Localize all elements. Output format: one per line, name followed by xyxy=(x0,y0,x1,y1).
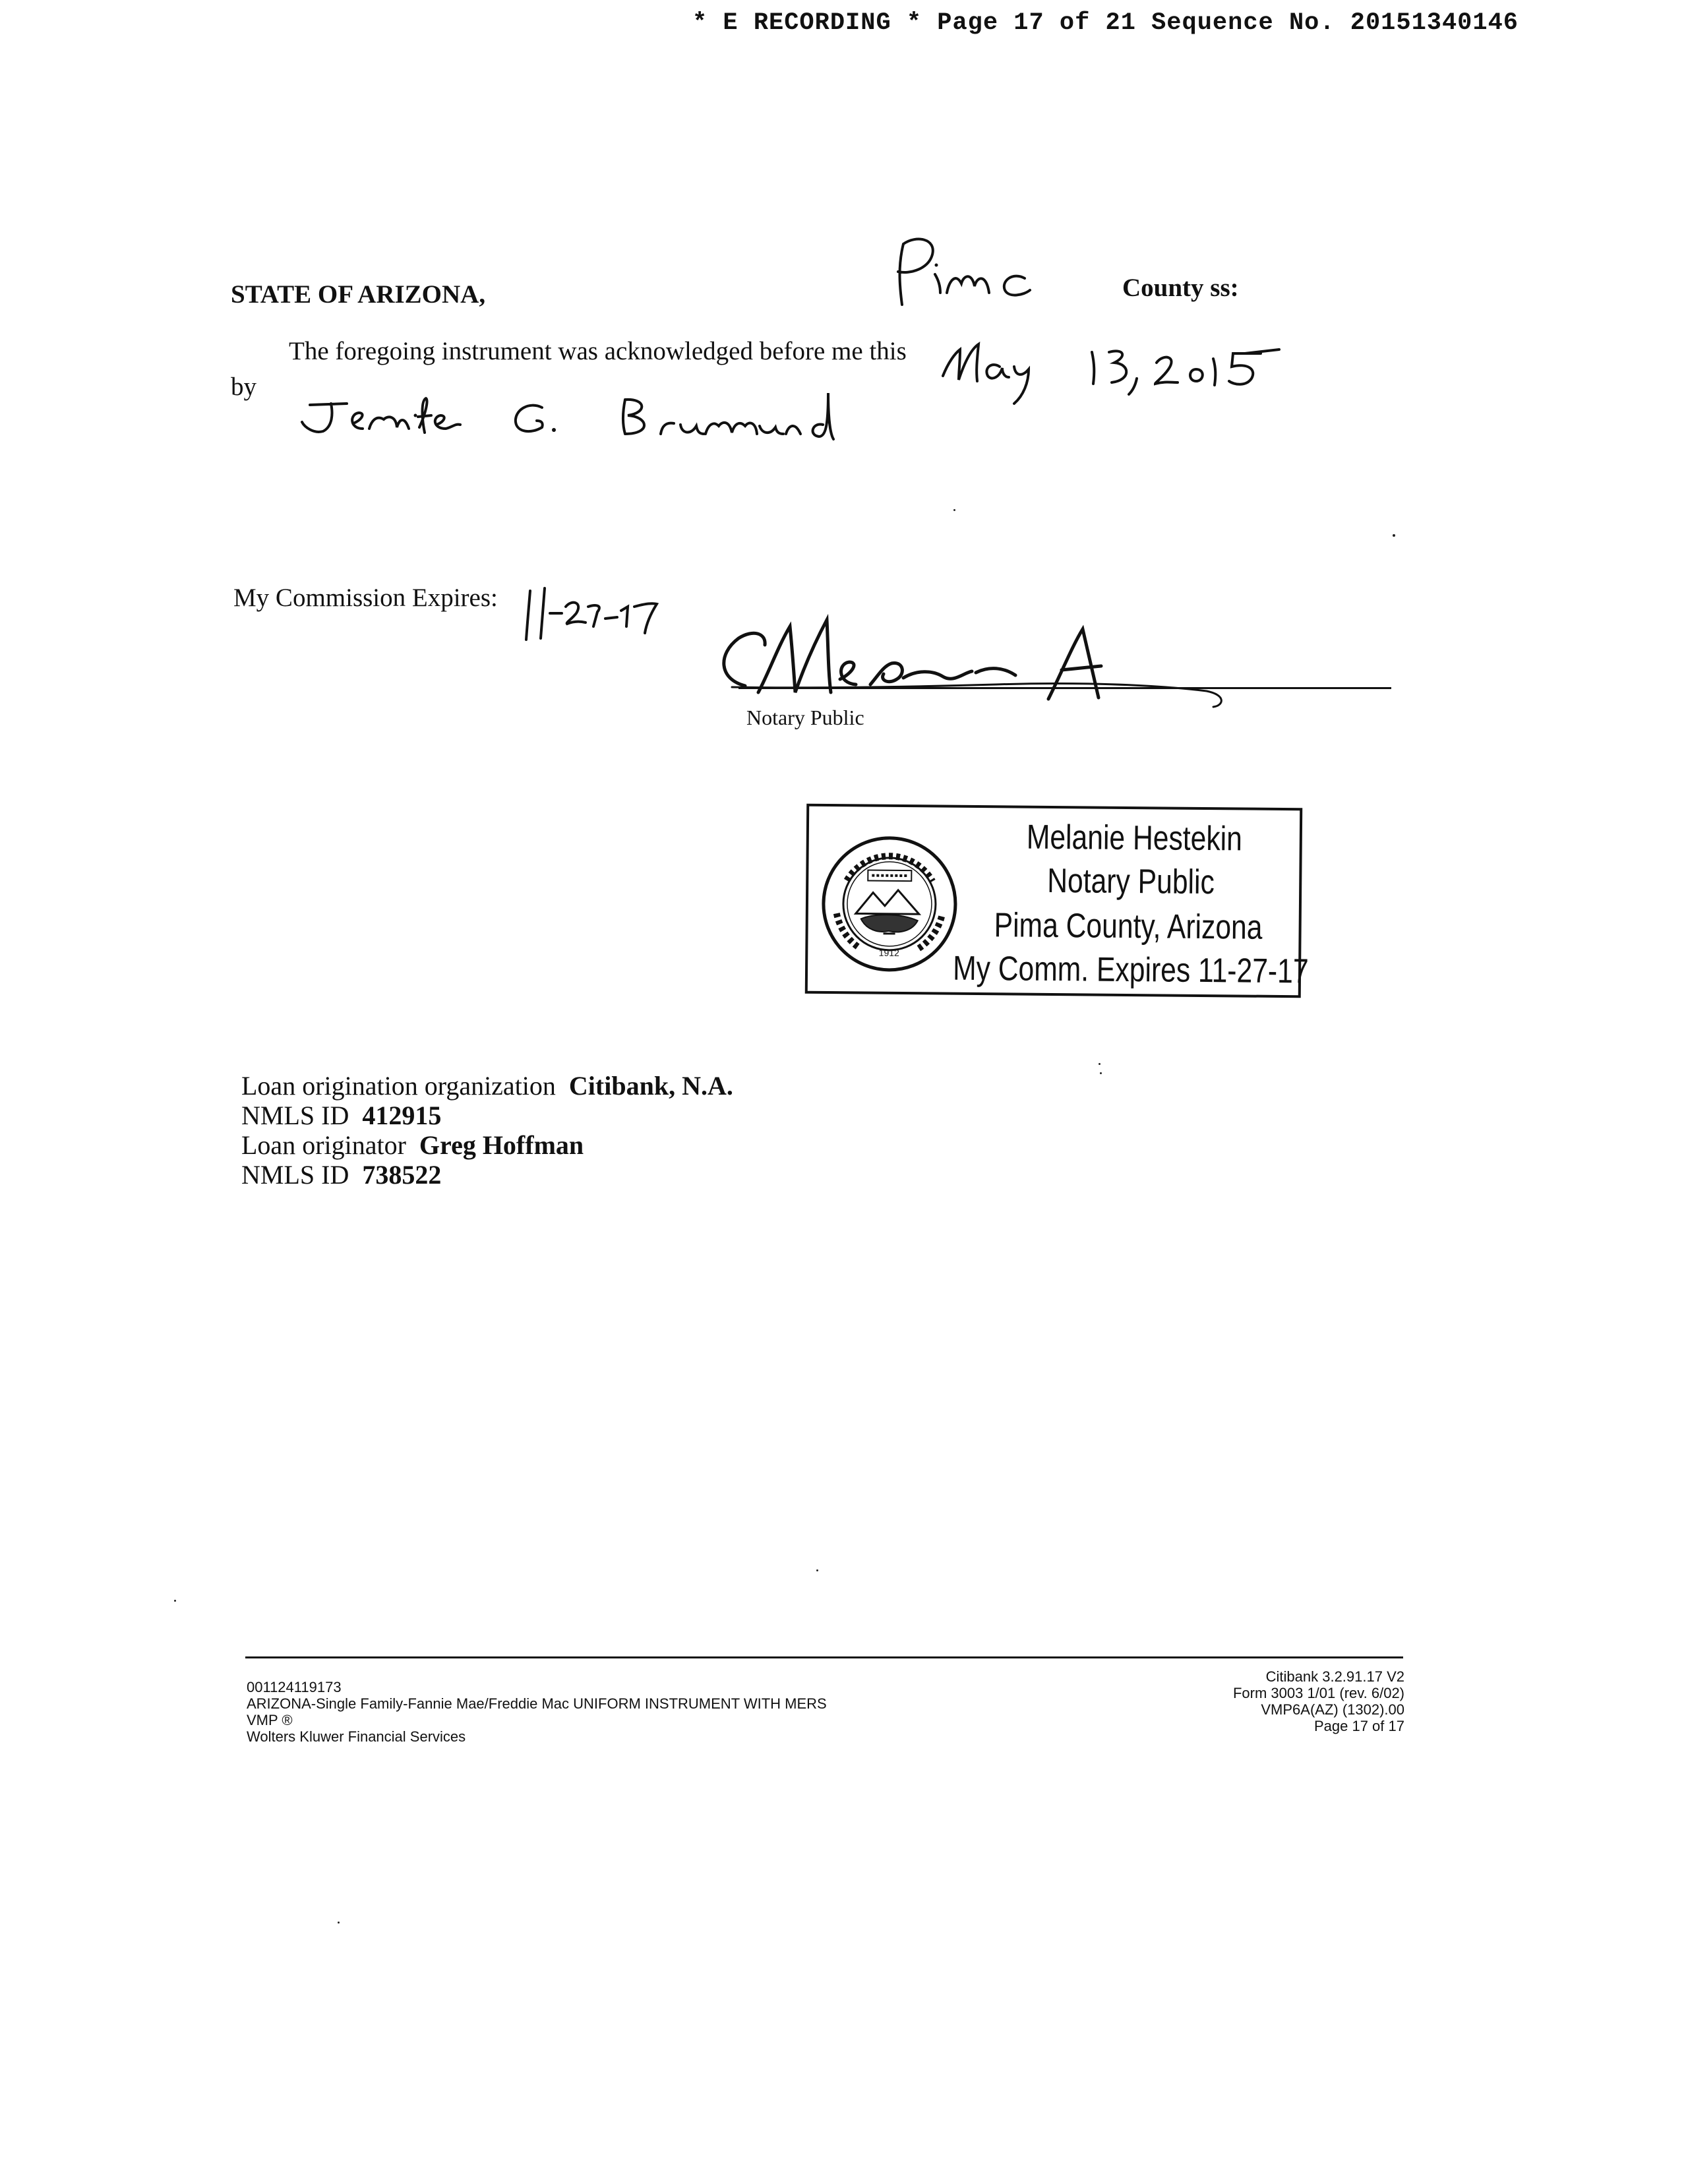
recording-header: * E RECORDING * Page 17 of 21 Sequence No. 20151340146 xyxy=(692,9,1519,37)
scan-speck xyxy=(1393,534,1395,537)
footer-loan-number: 001124119173 xyxy=(247,1679,342,1695)
footer-vmp-code: VMP6A(AZ) (1302).00 xyxy=(1261,1701,1404,1718)
stamp-notary-name: Melanie Hestekin xyxy=(1026,818,1243,859)
loan-org-nmls-label: NMLS ID xyxy=(241,1101,349,1130)
notary-stamp xyxy=(805,804,1309,998)
loan-originator-value: Greg Hoffman xyxy=(419,1130,584,1160)
footer-form-title: ARIZONA-Single Family-Fannie Mae/Freddie Mac UNIFORM INSTRUMENT WITH MERS xyxy=(247,1695,827,1712)
loan-org-row xyxy=(241,1071,733,1101)
loan-org-nmls-row xyxy=(241,1101,733,1130)
acknowledgment-text: The foregoing instrument was acknowledged before me this xyxy=(289,337,907,365)
scan-speck xyxy=(953,509,955,511)
stamp-expiration: My Comm. Expires 11-27-17 xyxy=(952,949,1309,991)
county-handwriting xyxy=(884,232,1055,311)
signature-line xyxy=(738,687,1391,689)
footer-form-number: Form 3003 1/01 (rev. 6/02) xyxy=(1232,1685,1404,1701)
notary-signature xyxy=(706,607,1246,719)
footer-vmp: VMP ® xyxy=(247,1712,293,1728)
signer-handwriting xyxy=(297,386,890,466)
loan-org-label: Loan origination organization xyxy=(241,1071,556,1101)
notary-public-label: Notary Public xyxy=(746,706,864,729)
date-handwriting xyxy=(936,330,1306,409)
scan-speck xyxy=(1100,1072,1102,1074)
svg-text:1912: 1912 xyxy=(878,947,899,958)
loan-origination-block xyxy=(241,1071,733,1190)
scan-speck xyxy=(338,1922,340,1924)
loan-originator-nmls-label: NMLS ID xyxy=(241,1160,349,1190)
footer-right xyxy=(1121,1668,1404,1734)
stamp-county: Pima County, Arizona xyxy=(994,906,1263,947)
stamp-notary-title: Notary Public xyxy=(1047,861,1215,902)
commission-date-handwriting xyxy=(514,580,686,653)
arizona-seal-icon xyxy=(820,834,959,974)
loan-org-value: Citibank, N.A. xyxy=(568,1071,733,1101)
footer-publisher: Wolters Kluwer Financial Services xyxy=(247,1728,466,1745)
loan-originator-nmls-value: 738522 xyxy=(362,1160,442,1190)
loan-originator-nmls-row xyxy=(241,1160,733,1190)
scan-speck xyxy=(1099,1063,1100,1065)
footer-left xyxy=(247,1679,827,1745)
state-label: STATE OF ARIZONA, xyxy=(231,280,486,309)
footer-page-number: Page 17 of 17 xyxy=(1313,1718,1404,1734)
loan-org-nmls-value: 412915 xyxy=(362,1101,442,1130)
footer-rule xyxy=(245,1656,1403,1658)
footer-version: Citibank 3.2.91.17 V2 xyxy=(1265,1668,1404,1685)
loan-originator-label: Loan originator xyxy=(241,1130,406,1160)
county-label: County ss: xyxy=(1122,274,1239,302)
loan-originator-row xyxy=(241,1130,733,1160)
scan-speck xyxy=(816,1569,818,1571)
by-label: by xyxy=(231,373,256,401)
commission-expires-label: My Commission Expires: xyxy=(233,584,498,612)
scan-speck xyxy=(174,1600,176,1602)
